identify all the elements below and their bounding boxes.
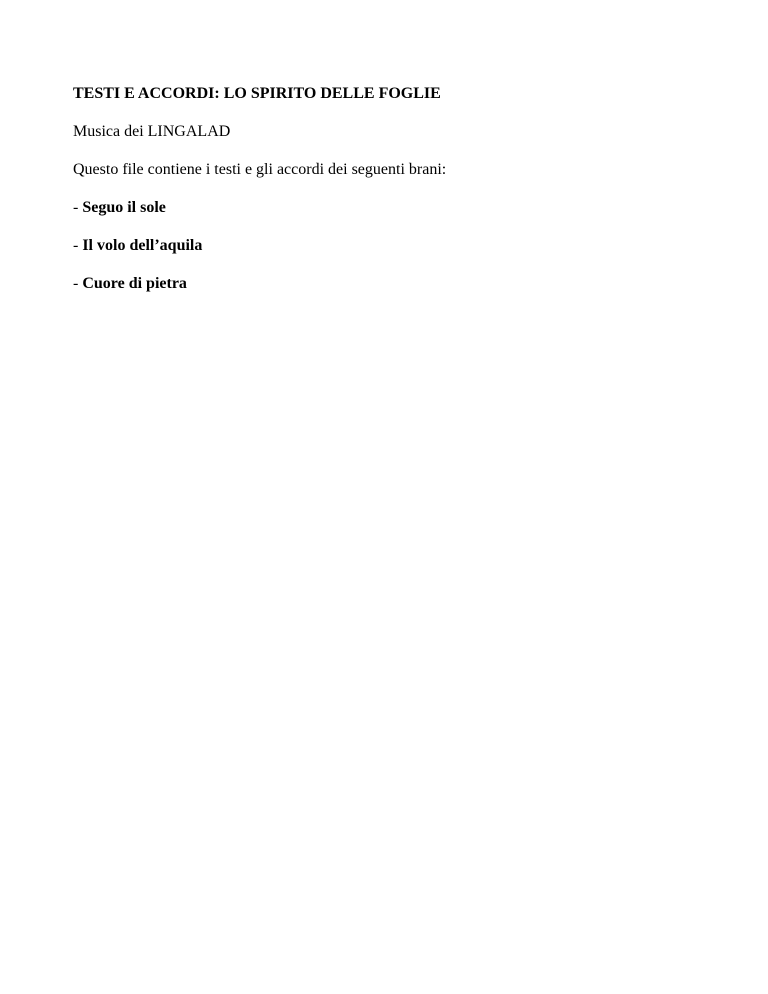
document-subtitle: Musica dei LINGALAD [73, 123, 231, 140]
list-dash: - [73, 237, 83, 254]
song-title: Cuore di pietra [82, 275, 187, 292]
song-title: Seguo il sole [82, 199, 166, 216]
document-intro: Questo file contiene i testi e gli accordi dei seguenti brani: [73, 161, 447, 178]
song-list-item [73, 274, 693, 294]
document-body [73, 84, 693, 312]
list-dash: - [73, 275, 83, 292]
list-dash: - [73, 199, 83, 216]
song-list-item [73, 236, 693, 256]
document-title: TESTI E ACCORDI: LO SPIRITO DELLE FOGLIE [73, 85, 441, 102]
song-title: Il volo dell’aquila [82, 237, 203, 254]
song-list-item [73, 198, 693, 218]
